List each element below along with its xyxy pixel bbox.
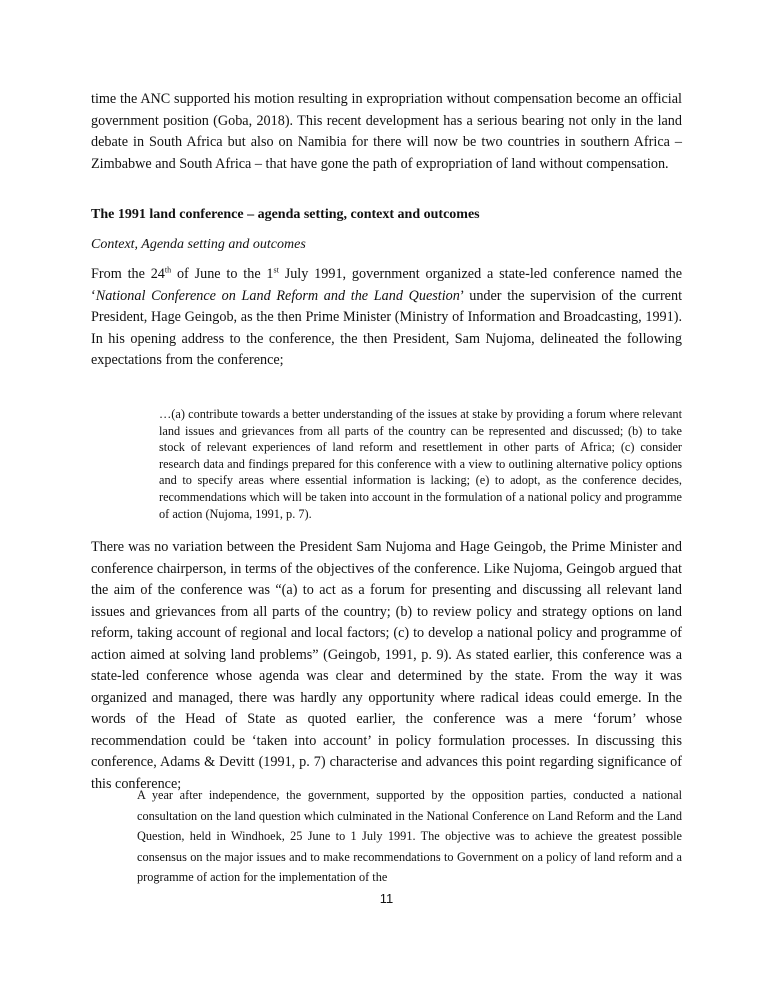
text-fragment: of June to the 1: [171, 266, 274, 282]
superscript-th: th: [164, 265, 172, 275]
section-subheading: Context, Agenda setting and outcomes: [91, 237, 306, 252]
superscript-st: st: [273, 265, 279, 275]
conference-title: National Conference on Land Reform and the Land Question: [95, 287, 460, 304]
text-fragment: ’ under the supervision of the current President, Hage Geingob, as the then Prime Minister (Ministry of Information and Broadcasting, 1991). In his opening address to the conference, the then President, Sam Nujoma, delineated the following expectations from the conference;: [91, 287, 683, 368]
paragraph-conference-intro: [91, 264, 682, 372]
page-number: 11: [379, 891, 394, 906]
block-quote-nujoma: …(a) contribute towards a better understanding of the issues at stake by providing a forum where relevant land issues and grievances from all parts of the country can be represented and discussed; (b) to take stock of relevant experiences of land reform and resettlement in other parts of Africa; (c) consider research data and findings prepared for this conference with a view to outlining alternative policy options and to specify areas where essential information is lacking; (e) to adopt, as the conference decides, recommendations which will be taken into account in the formulation of a national policy and programme of action (Nujoma, 1991, p. 7).: [159, 407, 682, 521]
paragraph-geingob: There was no variation between the President Sam Nujoma and Hage Geingob, the Prime Minister and conference chairperson, in terms of the objectives of the conference. Like Nujoma, Geingob argued that the aim of the conference was “(a) to act as a forum for presenting and discussing all relevant land issues and grievances from all parts of the country; (b) to review policy and strategy options on land reform, taking account of regional and local factors; (c) to develop a national policy and programme of action aimed at solving land problems” (Geingob, 1991, p. 9). As stated earlier, this conference was a state-led conference whose agenda was clear and determined by the state. From the way it was organized and managed, there was hardly any opportunity where radical ideas could emerge. In the words of the Head of State as quoted earlier, the conference was a mere ‘forum’ whose recommendation could be ‘taken into account’ in policy formulation processes. In discussing this conference, Adams & Devitt (1991, p. 7) characterise and advances this point regarding significance of this conference;: [91, 539, 682, 792]
text-fragment: July 1991, government organized a state-led conference named the ‘: [91, 266, 682, 304]
block-quote-adams-devitt: A year after independence, the government, supported by the opposition parties, conducted a national consultation on the land question which culminated in the National Conference on Land Reform and the Land Question, held in Windhoek, 25 June to 1 July 1991. The objective was to achieve the greatest possible consensus on the major issues and to make recommendations to Government on a policy of land reform and a programme of action for the implementation of the: [137, 788, 682, 885]
paragraph-expropriation: time the ANC supported his motion resulting in expropriation without compensation become an official government position (Goba, 2018). This recent development has a serious bearing not only in the land debate in South Africa but also on Namibia for there will now be two countries in southern Africa – Zimbabwe and South Africa – that have gone the path of expropriation of land without compensation.: [91, 91, 682, 172]
text-fragment: From the 24: [91, 266, 165, 282]
section-heading: The 1991 land conference – agenda setting, context and outcomes: [91, 207, 480, 222]
